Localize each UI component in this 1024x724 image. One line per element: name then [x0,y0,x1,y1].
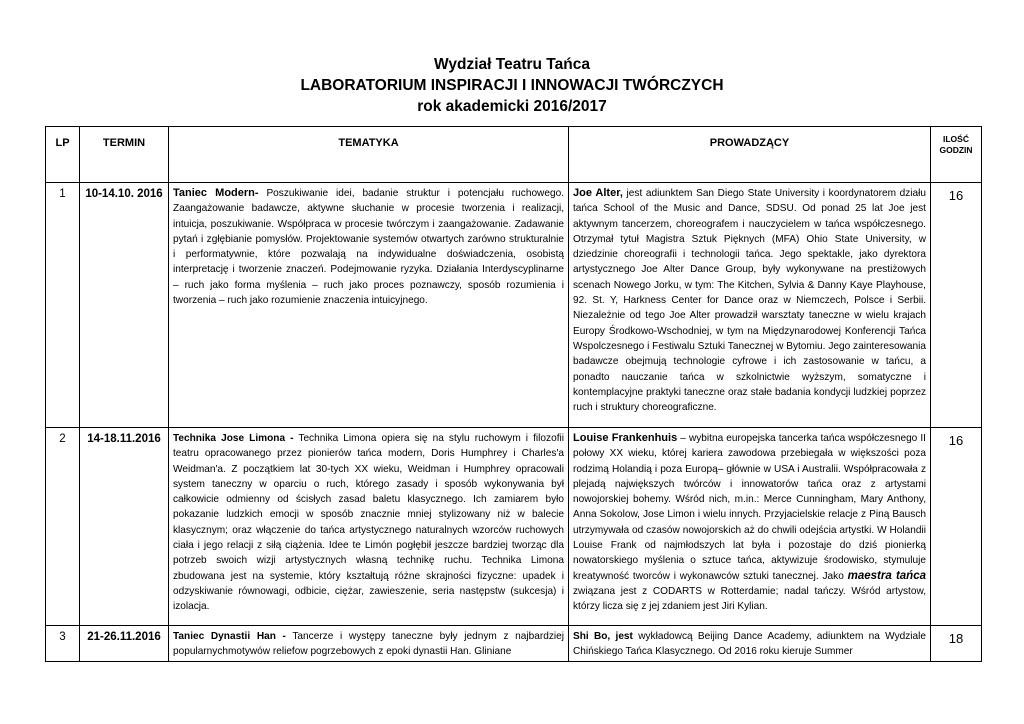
topic-text: Technika Limona opiera się na stylu ruchowym i filozofii teatru opracowanego przez pionierów tańca modern, Doris Humphrey i Charles'a Weidman'a. Z początkiem lat 30-tych XX wieku, Weidman i Humphrey opracowali system taneczny w oparciu o ruch, którego zasady i sposób wykonywania był całkowicie odmienny od ścisłych zasad baletu klasycznego. Ich zamiarem było pokazanie ludzkich emocji w sposób znacznie mniej stylizowany niż w balecie klasycznym; oraz włączenie do tańca artystycznego naturalnych wzorców ruchowych ciała i jego relacji z siłą ciążenia. Idee te Limón pogłębił jeszcze bardziej tworząc dla potrzeb swoich wizji artystycznych własną technikę ruchu. Technika Limona zbudowana jest na systemie, który kształtują różne skrajności fizyczne: upadek i odzyskiwanie równowagi, odbicie, ciężar, zawieszenie, seria następstw (sukcesja) i izolacja. [173,433,564,613]
row-date: 21-26.11.2016 [80,626,169,662]
leader-bio: jest adiunktem San Diego State University i koordynatorem działu tańca School of the Music and Dance, SDSU. Od ponad 25 lat Joe jest aktywnym tancerzem, choreografem i nauczycielem w tańca współczesnego. Otrzymał tytuł Magistra Sztuk Pięknych (MFA) Ohio State University, w dziedzinie choreografii i technologii tańca. Jego spektakle, jako dyrektora artystycznego Joe Alter Dance Group, były wykonywane na prestiżowych scenach Nowego Jorku, w tym: The Kitchen, Sylvia & Danny Kaye Playhouse, 92. St. Y, Harkness Center for Dance oraz w Niemczech, Polsce i Serbii. Niezależnie od tego Joe Alter prowadził warsztaty taneczne w wielu krajach Europy Środkowo-Wschodniej, w tym na Międzynarodowej Konferencji Tańca Wspolczesnego i Festiwalu Sztuki Tanecznej w Bytomiu. Jego zainteresowania badawcze obejmują technologie cyfrowe i ich zastosowanie w tańcu, a ponadto nauczanie tańca w szkolnictwie wyższym, somatyczne i kontemplacyjne praktyki taneczne oraz stałe badania kondycji ludzkiej poprzez ruch i struktury choreograficzne. [573,188,926,414]
row-leader [569,428,931,626]
topic-title: Taniec Modern- [173,187,259,199]
table-row [46,626,982,662]
leader-name: Joe Alter, [573,187,623,199]
topic-text: Poszukiwanie idei, badanie struktur i potencjału ruchowego. Zaangażowanie badawcze, aktywne słuchanie w procesie tworzenia i realizacji, intuicja, poszukiwanie. Współpraca w procesie twórczym i zaangażowanie. Zadawanie pytań i zgłębianie pomysłów. Projektowanie systemów otwartych zarówno strukturalnie i performatywnie, które pozwalają na indywidualne doświadczenia, osobistą interpretację i tworzenie znaczeń. Podejmowanie ryzyka. Działania Interdyscyplinarne – ruch jako forma myślenia – ruch jako proces poznawczy, sposób rozumienia i tworzenia – ruch jako rozumienie znaczenia intuicyjnego. [173,188,564,307]
column-header-prowadzacy: PROWADZĄCY [569,127,931,183]
row-topic [169,428,569,626]
academic-year: rok akademicki 2016/2017 [417,98,607,115]
column-header-termin: TERMIN [80,127,169,183]
row-hours: 16 [931,428,982,626]
leader-name: Shi Bo, jest [573,631,633,642]
table-row [46,183,982,428]
document-title: LABORATORIUM INSPIRACJI I INNOWACJI TWÓRCZYCH [300,77,724,94]
table-header-row [46,127,982,183]
row-number: 3 [46,626,80,662]
column-header-lp: LP [46,127,80,183]
row-number: 2 [46,428,80,626]
row-hours: 16 [931,183,982,428]
row-topic [169,626,569,662]
faculty-title: Wydział Teatru Tańca [434,56,590,73]
leader-bio: – wybitna europejska tancerka tańca współczesnego II połowy XX wieku, której kariera zawodowa przebiegała w większości poza rodzimą Holandią i poza Europą– głównie w USA i Australii. Współpracowała z plejadą największych twórców i innowatorów tańca oraz z artystami nowojorskiej bohemy. Wśród nich, m.in.: Merce Cunningham, Mary Anthony, Anna Sokolow, Jose Limon i wielu innych. Przyjacielskie relacje z Piną Bausch utrzymywała od czasów nowojorskich aż do chwili odejścia artystki. W Holandii Louise Frank od najmłodszych lat była i pozostaje do dziś pionierką nowatorskiego myślenia o sztuce tańca, aktywizuje środowisko, stymuluje kreatywność tworców i wykonawców sztuki tanecznej. Jako [573,433,926,582]
topic-title: Taniec Dynastii Han - [173,631,286,642]
row-date: 14-18.11.2016 [80,428,169,626]
row-hours: 18 [931,626,982,662]
table-row [46,428,982,626]
row-topic [169,183,569,428]
leader-name: Louise Frankenhuis [573,432,678,444]
topic-text: Tancerze i występy taneczne były jednym z najbardziej popularnychmotywów reliefow pogrzebowych z epoki dynastii Han. Gliniane [173,631,564,658]
row-number: 1 [46,183,80,428]
row-leader [569,626,931,662]
leader-bio: wykładowcą Beijing Dance Academy, adiunktem na Wydziale Chińskiego Tańca Klasycznego. Od 2016 roku kieruje Summer [573,631,926,658]
schedule-table [45,126,982,662]
row-leader [569,183,931,428]
column-header-tematyka: TEMATYKA [169,127,569,183]
column-header-hours: ILOŚĆ GODZIN [931,127,982,183]
topic-title: Technika Jose Limona - [173,433,294,444]
row-date: 10-14.10. 2016 [80,183,169,428]
leader-emphasis: maestra tańca [847,569,926,582]
leader-bio-continued: związana jest z CODARTS w Rotterdamie; nadal tańczy. Wśród artystow, którzy licza się z jej zdaniem jest Jiri Kylian. [573,585,926,613]
